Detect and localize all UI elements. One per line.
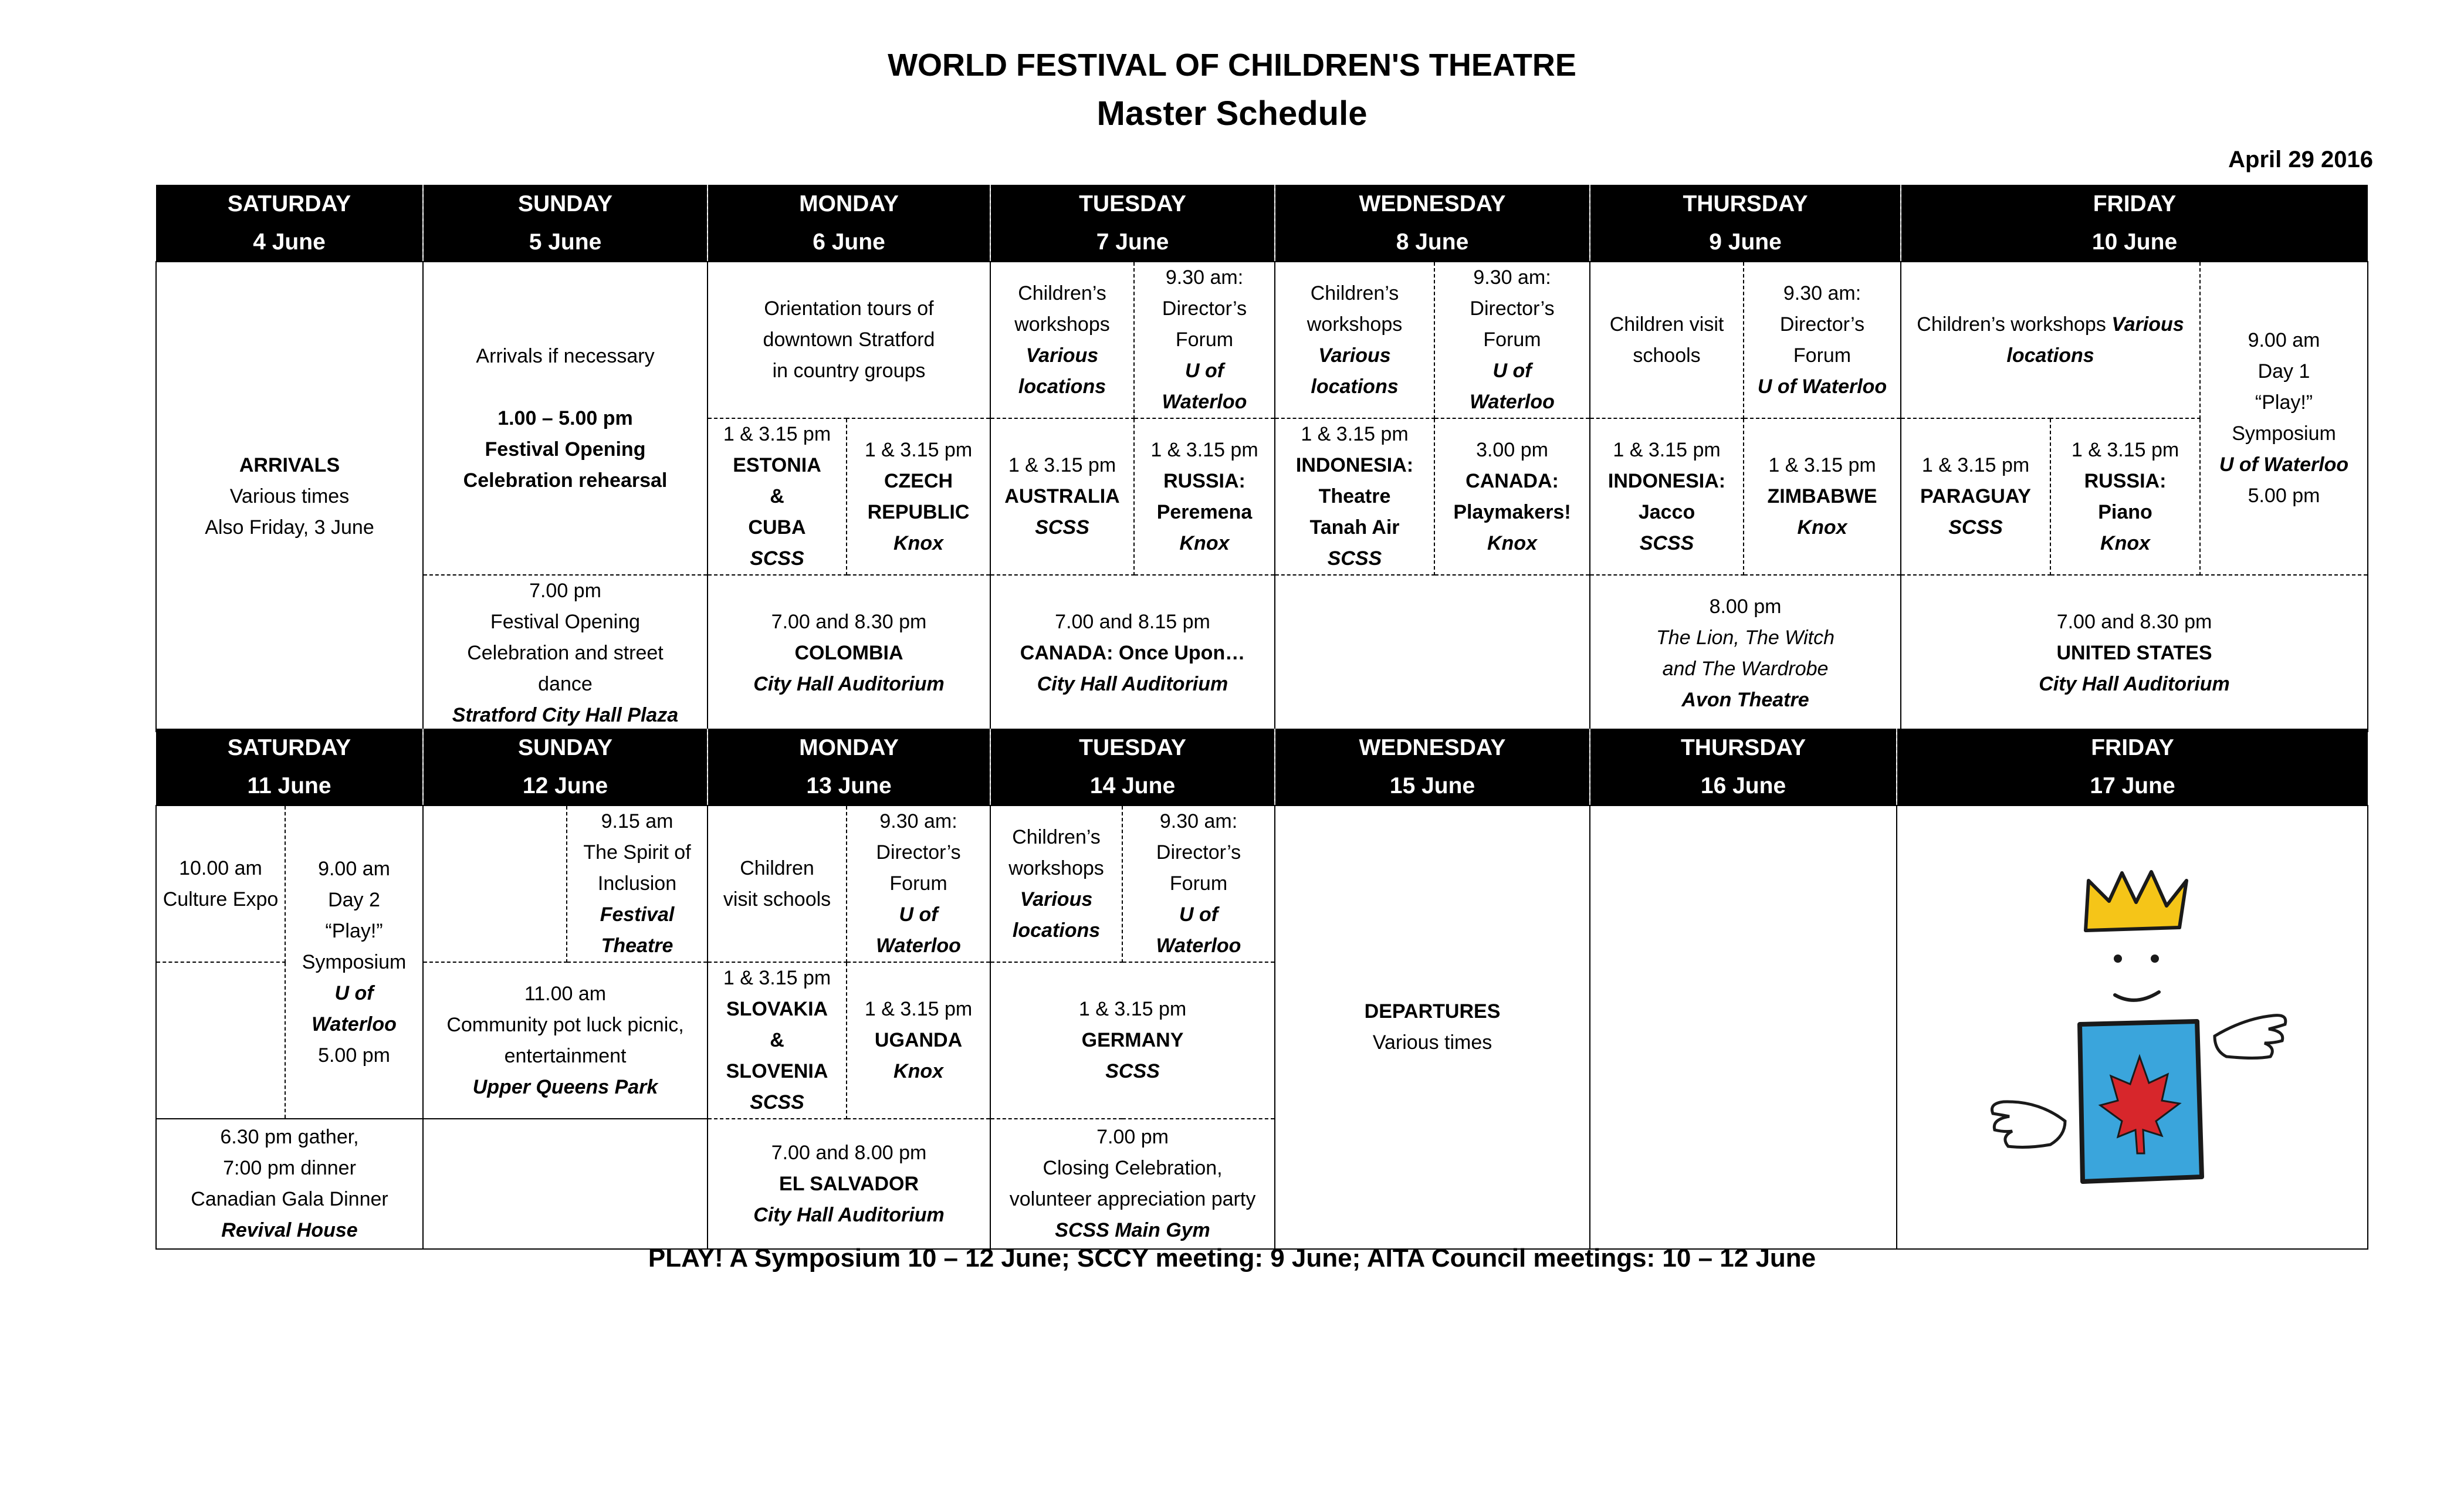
schedule-week-1 — [155, 185, 2368, 732]
event-cell: ARRIVALS Various times Also Friday, 3 June — [156, 262, 423, 732]
event-cell: 1 & 3.15 pm SLOVAKIA & SLOVENIA SCSS — [708, 962, 847, 1119]
day-header: SATURDAY 11 June — [156, 729, 423, 805]
day-header: THURSDAY 16 June — [1590, 729, 1897, 805]
right-hand-icon — [2215, 1016, 2286, 1058]
event-cell: 9.30 am: Director’s Forum U of Waterloo — [1434, 262, 1590, 418]
event-cell: 9.15 am The Spirit of Inclusion Festival Theatre — [567, 805, 708, 962]
day-header: SUNDAY 5 June — [423, 185, 708, 262]
day-header-row — [156, 185, 2368, 262]
event-cell: 1 & 3.15 pm CZECH REPUBLIC Knox — [847, 418, 990, 575]
document-title: WORLD FESTIVAL OF CHILDREN'S THEATRE — [888, 48, 1576, 83]
eye-icon — [2114, 955, 2122, 963]
event-cell: Children’s workshops Various locations — [990, 805, 1122, 962]
event-cell: 6.30 pm gather, 7:00 pm dinner Canadian Gala Dinner Revival House — [156, 1119, 423, 1249]
empty-cell — [1590, 805, 1897, 1249]
event-cell: 9.00 am Day 2 “Play!” Symposium U of Waterloo 5.00 pm — [285, 805, 423, 1119]
event-cell: Children’s workshops Various locations — [990, 262, 1134, 418]
empty-cell — [156, 962, 285, 1119]
event-cell: 11.00 am Community pot luck picnic, entertainment Upper Queens Park — [423, 962, 708, 1119]
event-cell: 9.30 am: Director’s Forum U of Waterloo — [847, 805, 990, 962]
mascot-cell — [1897, 805, 2368, 1249]
event-cell: 9.30 am: Director’s Forum U of Waterloo — [1122, 805, 1275, 962]
day-header: WEDNESDAY 8 June — [1275, 185, 1590, 262]
day-header: MONDAY 6 June — [708, 185, 990, 262]
event-cell: 1 & 3.15 pm ZIMBABWE Knox — [1744, 418, 1901, 575]
event-cell: 9.30 am: Director’s Forum U of Waterloo — [1134, 262, 1275, 418]
event-cell: Children visit schools — [1590, 262, 1744, 418]
day-header-row — [156, 729, 2368, 805]
event-cell: Children’s workshops Various locations — [1901, 262, 2200, 418]
empty-cell — [423, 1119, 708, 1249]
day-header: FRIDAY 17 June — [1897, 729, 2368, 805]
event-cell: 7.00 pm Closing Celebration, volunteer appreciation party SCSS Main Gym — [990, 1119, 1275, 1249]
event-cell: 1 & 3.15 pm AUSTRALIA SCSS — [990, 418, 1134, 575]
day-header: TUESDAY 7 June — [990, 185, 1275, 262]
event-cell: 7.00 and 8.30 pm UNITED STATES City Hall Auditorium — [1901, 575, 2368, 732]
document-subtitle: Master Schedule — [1096, 94, 1368, 133]
festival-mascot-illustration — [1968, 825, 2297, 1230]
event-cell: 1 & 3.15 pm RUSSIA: Peremena Knox — [1134, 418, 1275, 575]
left-hand-icon — [1992, 1102, 2065, 1148]
event-cell: 7.00 and 8.15 pm CANADA: Once Upon… City Hall Auditorium — [990, 575, 1275, 732]
empty-cell — [1275, 575, 1590, 732]
event-cell: 1 & 3.15 pm ESTONIA & CUBA SCSS — [708, 418, 847, 575]
smile-icon — [2115, 992, 2159, 1000]
day-header: THURSDAY 9 June — [1590, 185, 1901, 262]
day-header: MONDAY 13 June — [708, 729, 990, 805]
day-header: SUNDAY 12 June — [423, 729, 708, 805]
event-cell: Orientation tours of downtown Stratford in country groups — [708, 262, 990, 418]
day-header: SATURDAY 4 June — [156, 185, 423, 262]
event-cell: 8.00 pm The Lion, The Witch and The Wardrobe Avon Theatre — [1590, 575, 1901, 732]
event-cell: 1 & 3.15 pm INDONESIA: Theatre Tanah Air SCSS — [1275, 418, 1434, 575]
event-cell: 9.30 am: Director’s Forum U of Waterloo — [1744, 262, 1901, 418]
footer-note: PLAY! A Symposium 10 – 12 June; SCCY meeting: 9 June; AITA Council meetings: 10 – 12 June — [648, 1244, 1816, 1272]
event-cell: 7.00 and 8.30 pm COLOMBIA City Hall Auditorium — [708, 575, 990, 732]
empty-cell — [423, 805, 567, 962]
day-header: TUESDAY 14 June — [990, 729, 1275, 805]
day-header: FRIDAY 10 June — [1901, 185, 2368, 262]
event-cell: 9.00 am Day 1 “Play!” Symposium U of Waterloo 5.00 pm — [2200, 262, 2368, 575]
event-cell: 1 & 3.15 pm INDONESIA: Jacco SCSS — [1590, 418, 1744, 575]
event-cell: 10.00 am Culture Expo — [156, 805, 285, 962]
eye-icon — [2151, 955, 2159, 963]
schedule-week-2 — [155, 729, 2368, 1250]
event-cell: DEPARTURES Various times — [1275, 805, 1590, 1249]
crown-icon — [2086, 872, 2187, 930]
event-cell: 1 & 3.15 pm GERMANY SCSS — [990, 962, 1275, 1119]
event-cell: Children visit schools — [708, 805, 847, 962]
day-header: WEDNESDAY 15 June — [1275, 729, 1590, 805]
event-cell: 1 & 3.15 pm PARAGUAY SCSS — [1901, 418, 2050, 575]
event-cell: Arrivals if necessary 1.00 – 5.00 pm Festival Opening Celebration rehearsal — [423, 262, 708, 575]
event-cell: 1 & 3.15 pm RUSSIA: Piano Knox — [2050, 418, 2200, 575]
event-cell: 7.00 and 8.00 pm EL SALVADOR City Hall Auditorium — [708, 1119, 990, 1249]
event-cell: 1 & 3.15 pm UGANDA Knox — [847, 962, 990, 1119]
event-cell: 3.00 pm CANADA: Playmakers! Knox — [1434, 418, 1590, 575]
event-cell: Children’s workshops Various locations — [1275, 262, 1434, 418]
event-cell: 7.00 pm Festival Opening Celebration and street dance Stratford City Hall Plaza — [423, 575, 708, 732]
document-date: April 29 2016 — [2228, 147, 2373, 172]
